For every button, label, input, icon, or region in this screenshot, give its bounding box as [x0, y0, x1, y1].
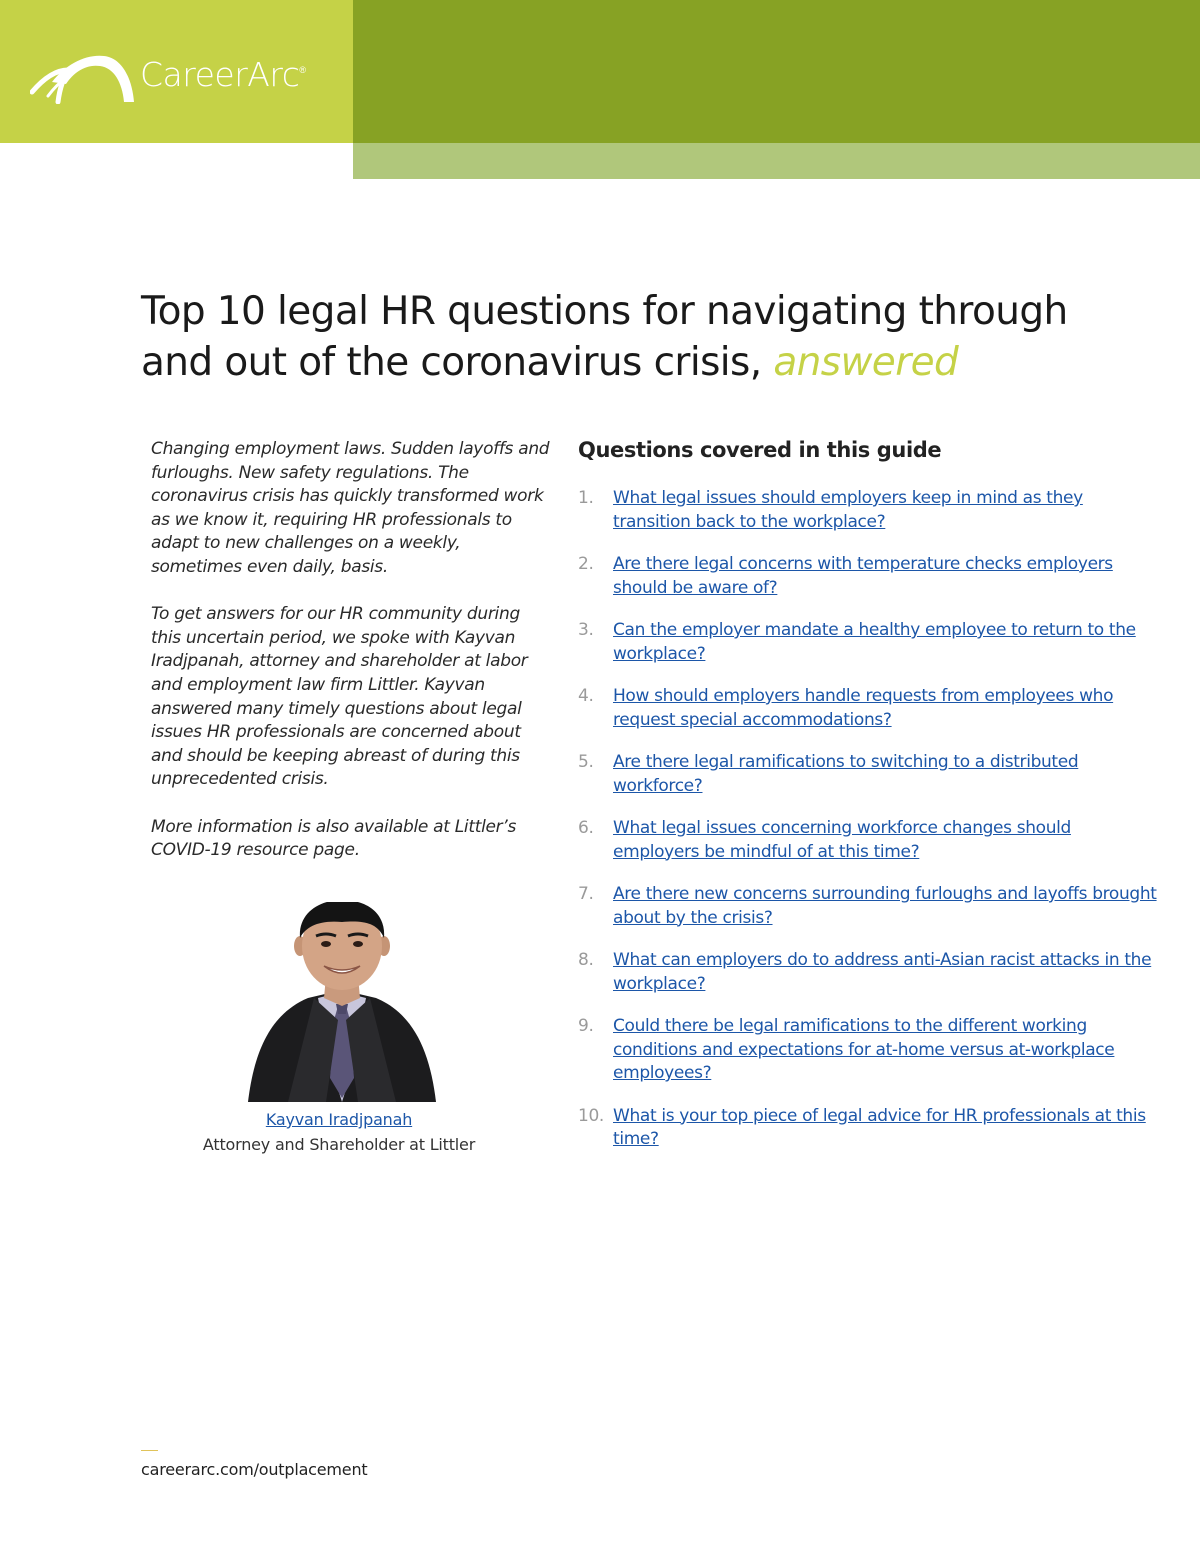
footer-divider: [141, 1450, 158, 1451]
question-number: 4.: [578, 686, 594, 706]
logo-wordmark: CareerArc: [140, 54, 300, 94]
intro-paragraph: Changing employment laws. Sudden layoffs and furloughs. New safety regulations. The coronavirus crisis has quickly transformed work as we know it, requiring HR professionals to adapt to new challenges on a weekly, sometimes even daily, basis.: [151, 439, 550, 577]
question-item: [578, 1015, 1158, 1086]
question-item: [578, 619, 1158, 666]
question-number: 7.: [578, 884, 594, 904]
question-number: 1.: [578, 488, 594, 508]
question-link[interactable]: Are there legal ramifications to switching to a distributed workforce?: [613, 752, 1079, 796]
person-photo: [248, 902, 436, 1102]
question-item: [578, 751, 1158, 798]
question-number: 8.: [578, 950, 594, 970]
page-title: [141, 286, 1101, 388]
question-item: [578, 487, 1158, 534]
question-number: 2.: [578, 554, 594, 574]
question-item: [578, 1105, 1158, 1152]
careerarc-arc-icon: [30, 48, 134, 104]
person-role: Attorney and Shareholder at Littler: [202, 1135, 476, 1154]
questions-heading: Questions covered in this guide: [578, 438, 942, 462]
question-item: [578, 817, 1158, 864]
question-number: 10.: [578, 1105, 604, 1126]
footer-url[interactable]: careerarc.com/outplacement: [141, 1460, 368, 1479]
registered-mark: ®: [299, 65, 306, 75]
question-number: 9.: [578, 1016, 594, 1036]
header-stripe: [353, 143, 1200, 179]
questions-list: [578, 487, 1158, 1171]
question-link[interactable]: Are there legal concerns with temperature checks employers should be aware of?: [613, 554, 1113, 598]
question-link[interactable]: What legal issues concerning workforce changes should employers be mindful of at this time?: [613, 818, 1071, 862]
question-item: [578, 883, 1158, 930]
question-number: 5.: [578, 752, 594, 772]
question-link[interactable]: What legal issues should employers keep in mind as they transition back to the workplace?: [613, 488, 1083, 532]
title-line-1: Top 10 legal HR questions for navigating through: [141, 289, 1068, 334]
title-accent: answered: [773, 340, 959, 385]
header-banner-dark: [353, 0, 1200, 143]
question-number: 6.: [578, 818, 594, 838]
question-link[interactable]: What is your top piece of legal advice for HR professionals at this time?: [613, 1105, 1146, 1149]
intro-paragraph: More information is also available at Littler’s COVID-19 resource page.: [151, 816, 517, 861]
person-name-link[interactable]: Kayvan Iradjpanah: [265, 1110, 413, 1129]
title-line-2: and out of the coronavirus crisis,: [141, 340, 762, 385]
question-number: 3.: [578, 620, 594, 640]
question-item: [578, 553, 1158, 600]
question-item: [578, 949, 1158, 996]
question-link[interactable]: Could there be legal ramifications to the different working conditions and expectations for at-home versus at-workplace employees?: [613, 1016, 1115, 1083]
question-link[interactable]: How should employers handle requests from employees who request special accommodations?: [613, 686, 1114, 730]
careerarc-logo[interactable]: [30, 46, 306, 106]
intro-text: [151, 438, 551, 886]
question-link[interactable]: Are there new concerns surrounding furloughs and layoffs brought about by the crisis?: [613, 884, 1157, 928]
question-link[interactable]: Can the employer mandate a healthy employee to return to the workplace?: [613, 620, 1136, 664]
question-item: [578, 685, 1158, 732]
question-link[interactable]: What can employers do to address anti-Asian racist attacks in the workplace?: [613, 950, 1152, 994]
intro-paragraph: To get answers for our HR community during this uncertain period, we spoke with Kayvan Iradjpanah, attorney and shareholder at labor and employment law firm Littler. Kayvan answered many timely questions about legal issues HR professionals are concerned about and should be keeping abreast of during this unprecedented crisis.: [151, 604, 528, 790]
